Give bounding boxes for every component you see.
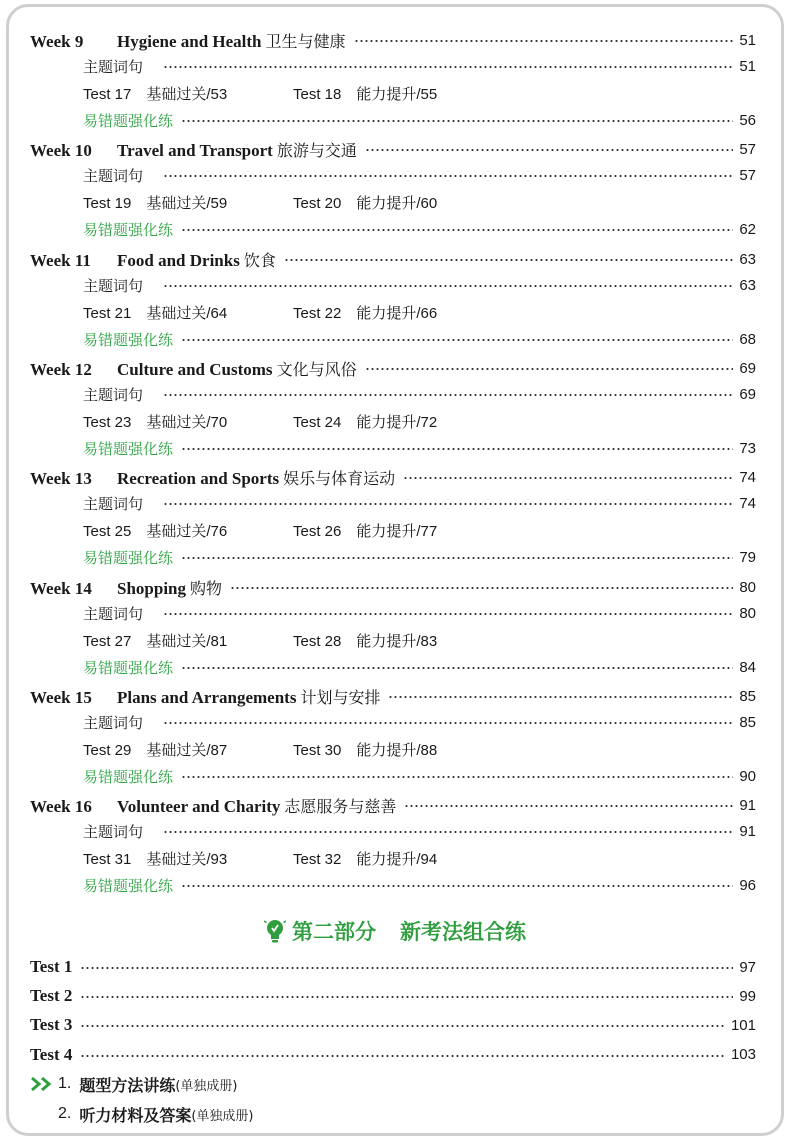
page-number: 74 [739, 468, 756, 486]
page-number: 99 [739, 987, 756, 1005]
week-number: Week 15 [30, 687, 92, 707]
page-number: 103 [730, 1046, 756, 1064]
week-title [30, 138, 357, 161]
part-two-test-entry[interactable] [30, 955, 756, 979]
page-number: 90 [739, 767, 756, 785]
week-topic: Hygiene and Health [117, 31, 262, 51]
tests-entry[interactable] [83, 628, 437, 652]
dot-leader [404, 805, 733, 807]
item-title: 听力材料及答案 [79, 1105, 192, 1125]
week-topic: Shopping [117, 578, 186, 598]
dot-leader [163, 66, 733, 68]
test-label: Test 3 [30, 1015, 73, 1035]
page-number: 63 [739, 276, 756, 294]
week-topic-cn: 计划与安排 [300, 687, 381, 707]
test-desc: 基础过关/64 [146, 304, 228, 322]
dot-leader [163, 175, 733, 177]
tests-entry[interactable] [83, 518, 437, 542]
part-two-title: 新考法组合练 [400, 919, 526, 944]
test-number: Test 24 [293, 413, 342, 431]
error-practice-entry[interactable] [83, 217, 756, 241]
tests-entry[interactable] [83, 190, 437, 214]
page-number: 57 [739, 140, 756, 158]
dot-leader [284, 259, 733, 261]
test-desc: 基础过关/70 [146, 413, 228, 431]
lightbulb-icon [264, 918, 286, 944]
test-desc: 基础过关/93 [146, 850, 228, 868]
dot-leader [163, 285, 733, 287]
dot-leader [365, 368, 734, 370]
week-title [30, 357, 357, 380]
part-two-heading [0, 914, 790, 948]
test-desc: 能力提升/72 [356, 413, 438, 431]
page-number: 69 [739, 385, 756, 403]
test-basic [83, 739, 293, 760]
week-number: Week 14 [30, 578, 92, 598]
test-basic [83, 192, 293, 213]
key-phrases-entry[interactable] [83, 491, 756, 515]
tests-entry[interactable] [83, 81, 437, 105]
test-number: Test 18 [293, 85, 342, 103]
tests-entry[interactable] [83, 300, 437, 324]
test-desc: 基础过关/59 [146, 194, 228, 212]
test-desc: 基础过关/53 [146, 85, 228, 103]
error-practice-entry[interactable] [83, 436, 756, 460]
error-practice-entry[interactable] [83, 873, 756, 897]
week-topic-cn: 文化与风俗 [276, 359, 357, 379]
test-advanced [293, 739, 437, 760]
test-desc: 基础过关/87 [146, 741, 228, 759]
error-practice-entry[interactable] [83, 655, 756, 679]
double-chevron-icon [30, 1076, 54, 1092]
page-number: 84 [739, 658, 756, 676]
page-number: 80 [739, 604, 756, 622]
test-advanced [293, 83, 437, 104]
key-phrases-label: 主题词句 [83, 823, 144, 841]
week-number: Week 9 [30, 31, 84, 51]
error-practice-entry[interactable] [83, 108, 756, 132]
week-number: Week 16 [30, 796, 92, 816]
week-entry[interactable] [30, 793, 756, 817]
week-title [30, 685, 380, 708]
error-practice-label: 易错题强化练 [83, 876, 174, 895]
page-number: 73 [739, 439, 756, 457]
page-number: 68 [739, 330, 756, 348]
test-advanced [293, 192, 437, 213]
test-number: Test 29 [83, 741, 132, 759]
week-entry[interactable] [30, 137, 756, 161]
week-topic: Recreation and Sports [117, 468, 280, 488]
week-entry[interactable] [30, 247, 756, 271]
page-number: 57 [739, 166, 756, 184]
page-number: 51 [739, 31, 756, 49]
week-topic: Culture and Customs [117, 359, 273, 379]
test-basic [83, 520, 293, 541]
part-two-number: 第二部分 [292, 919, 376, 944]
test-number: Test 19 [83, 194, 132, 212]
week-title [30, 248, 276, 271]
test-basic [83, 848, 293, 869]
page-number: 80 [739, 578, 756, 596]
key-phrases-label: 主题词句 [83, 605, 144, 623]
test-number: Test 27 [83, 632, 132, 650]
test-basic [83, 83, 293, 104]
test-number: Test 28 [293, 632, 342, 650]
week-entry[interactable] [30, 28, 756, 52]
week-title [30, 29, 346, 52]
dot-leader [80, 967, 733, 969]
test-desc: 能力提升/94 [356, 850, 438, 868]
test-desc: 基础过关/76 [146, 522, 228, 540]
supplement-item [30, 1101, 254, 1127]
week-title [30, 576, 222, 599]
error-practice-entry[interactable] [83, 327, 756, 351]
page-number: 96 [739, 876, 756, 894]
dot-leader [181, 339, 733, 341]
error-practice-label: 易错题强化练 [83, 111, 174, 130]
week-topic: Volunteer and Charity [117, 796, 281, 816]
key-phrases-entry[interactable] [83, 819, 756, 843]
dot-leader [354, 40, 734, 42]
part-two-test-entry[interactable] [30, 984, 756, 1008]
week-topic-cn: 卫生与健康 [265, 31, 346, 51]
dot-leader [403, 477, 733, 479]
week-topic-cn: 旅游与交通 [276, 140, 357, 160]
week-number: Week 10 [30, 140, 92, 160]
test-label: Test 2 [30, 986, 73, 1006]
test-desc: 能力提升/88 [356, 741, 438, 759]
error-practice-label: 易错题强化练 [83, 767, 174, 786]
week-topic-cn: 饮食 [243, 250, 276, 270]
part-two-test-entry[interactable] [30, 1043, 756, 1067]
dot-leader [163, 831, 733, 833]
item-title: 题型方法讲练 [79, 1075, 176, 1095]
week-entry[interactable] [30, 356, 756, 380]
week-topic: Travel and Transport [117, 140, 273, 160]
test-basic [83, 630, 293, 651]
test-advanced [293, 848, 437, 869]
key-phrases-entry[interactable] [83, 54, 756, 78]
key-phrases-entry[interactable] [83, 601, 756, 625]
dot-leader [80, 1055, 725, 1057]
error-practice-entry[interactable] [83, 764, 756, 788]
dot-leader [230, 587, 733, 589]
test-number: Test 17 [83, 85, 132, 103]
week-title [30, 794, 396, 817]
test-label: Test 1 [30, 957, 73, 976]
page-number: 85 [739, 687, 756, 705]
key-phrases-label: 主题词句 [83, 277, 144, 295]
test-label: Test 4 [30, 1044, 73, 1064]
test-basic [83, 302, 293, 323]
dot-leader [80, 996, 733, 998]
dot-leader [181, 120, 733, 122]
dot-leader [181, 557, 733, 559]
page-number: 74 [739, 494, 756, 512]
page-number: 97 [739, 958, 756, 976]
error-practice-label: 易错题强化练 [83, 439, 174, 458]
item-number: 2. [58, 1105, 72, 1122]
test-desc: 能力提升/55 [356, 85, 438, 103]
page-number: 85 [739, 713, 756, 731]
error-practice-label: 易错题强化练 [83, 220, 174, 239]
test-number: Test 25 [83, 522, 132, 540]
page-number: 101 [730, 1016, 756, 1034]
page-number: 91 [739, 796, 756, 814]
page-number: 62 [739, 220, 756, 238]
test-number: Test 23 [83, 413, 132, 431]
item-note: (单独成册) [191, 1108, 254, 1124]
key-phrases-label: 主题词句 [83, 714, 144, 732]
key-phrases-label: 主题词句 [83, 58, 144, 76]
supplement-item [30, 1071, 238, 1097]
week-number: Week 13 [30, 468, 92, 488]
page-number: 79 [739, 548, 756, 566]
error-practice-label: 易错题强化练 [83, 658, 174, 677]
test-number: Test 30 [293, 741, 342, 759]
key-phrases-entry[interactable] [83, 710, 756, 734]
tests-entry[interactable] [83, 409, 437, 433]
week-topic-cn: 购物 [190, 578, 223, 598]
test-desc: 能力提升/77 [356, 522, 438, 540]
dot-leader [163, 722, 733, 724]
dot-leader [181, 229, 733, 231]
test-number: Test 20 [293, 194, 342, 212]
test-number: Test 31 [83, 850, 132, 868]
dot-leader [388, 696, 733, 698]
key-phrases-label: 主题词句 [83, 386, 144, 404]
test-advanced [293, 520, 437, 541]
week-topic: Plans and Arrangements [117, 687, 297, 707]
page-number: 51 [739, 57, 756, 75]
tests-entry[interactable] [83, 846, 437, 870]
test-number: Test 21 [83, 304, 132, 322]
week-topic: Food and Drinks [117, 250, 240, 270]
part-two-test-entry[interactable] [30, 1013, 756, 1037]
key-phrases-label: 主题词句 [83, 167, 144, 185]
key-phrases-label: 主题词句 [83, 495, 144, 513]
error-practice-label: 易错题强化练 [83, 330, 174, 349]
dot-leader [163, 613, 733, 615]
test-number: Test 22 [293, 304, 342, 322]
page-number: 56 [739, 111, 756, 129]
dot-leader [80, 1025, 725, 1027]
test-number: Test 32 [293, 850, 342, 868]
week-entry[interactable] [30, 575, 756, 599]
dot-leader [163, 394, 733, 396]
item-note: (单独成册) [175, 1078, 238, 1094]
page-number: 91 [739, 822, 756, 840]
dot-leader [181, 448, 733, 450]
test-basic [83, 411, 293, 432]
dot-leader [163, 503, 733, 505]
week-number: Week 11 [30, 250, 91, 270]
test-advanced [293, 302, 437, 323]
key-phrases-entry[interactable] [83, 163, 756, 187]
page-number: 69 [739, 359, 756, 377]
page-number: 63 [739, 250, 756, 268]
week-title [30, 466, 395, 489]
key-phrases-entry[interactable] [83, 273, 756, 297]
dot-leader [365, 149, 733, 151]
week-topic-cn: 娱乐与体育运动 [283, 468, 396, 488]
test-desc: 能力提升/66 [356, 304, 438, 322]
dot-leader [181, 667, 733, 669]
test-desc: 基础过关/81 [146, 632, 228, 650]
dot-leader [181, 776, 733, 778]
item-number: 1. [58, 1075, 72, 1092]
test-advanced [293, 630, 437, 651]
error-practice-label: 易错题强化练 [83, 548, 174, 567]
test-advanced [293, 411, 437, 432]
week-entry[interactable] [30, 684, 756, 708]
dot-leader [181, 885, 733, 887]
test-desc: 能力提升/60 [356, 194, 438, 212]
week-number: Week 12 [30, 359, 92, 379]
test-desc: 能力提升/83 [356, 632, 438, 650]
tests-entry[interactable] [83, 737, 437, 761]
key-phrases-entry[interactable] [83, 382, 756, 406]
week-entry[interactable] [30, 465, 756, 489]
week-topic-cn: 志愿服务与慈善 [284, 796, 397, 816]
test-number: Test 26 [293, 522, 342, 540]
error-practice-entry[interactable] [83, 545, 756, 569]
